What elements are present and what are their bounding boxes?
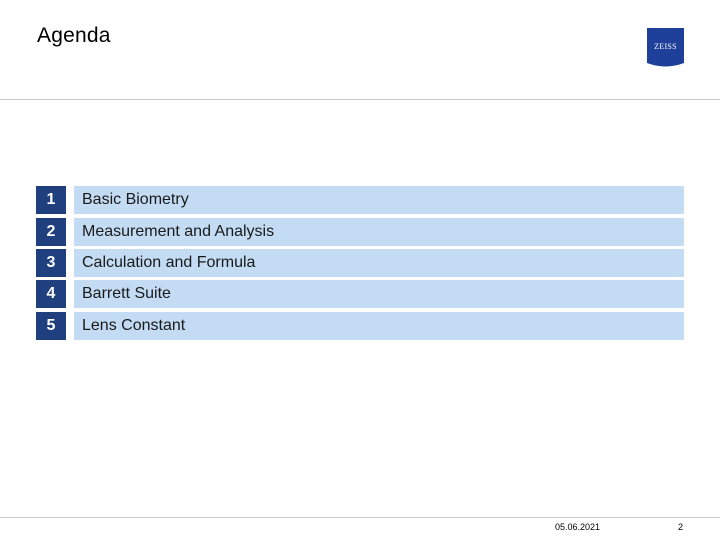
agenda-item-label: Basic Biometry — [74, 186, 684, 214]
agenda-item-label: Lens Constant — [74, 312, 684, 340]
zeiss-logo — [647, 28, 684, 68]
agenda-item — [36, 218, 684, 246]
header-divider — [0, 99, 720, 100]
agenda-item — [36, 186, 684, 214]
agenda-item-label: Barrett Suite — [74, 280, 684, 308]
agenda-item — [36, 280, 684, 308]
agenda-item-number: 2 — [36, 218, 66, 246]
agenda-item — [36, 249, 684, 277]
logo-text: ZEISS — [654, 42, 677, 51]
page-number: 2 — [678, 522, 684, 532]
agenda-item — [36, 312, 684, 340]
footer-divider — [0, 517, 720, 518]
agenda-item-number: 4 — [36, 280, 66, 308]
agenda-item-number: 1 — [36, 186, 66, 214]
agenda-item-label: Measurement and Analysis — [74, 218, 684, 246]
agenda-item-label: Calculation and Formula — [74, 249, 684, 277]
agenda-item-number: 5 — [36, 312, 66, 340]
footer-date: 05.06.2021 — [555, 522, 601, 532]
page-title: Agenda — [37, 24, 111, 47]
agenda-item-number: 3 — [36, 249, 66, 277]
